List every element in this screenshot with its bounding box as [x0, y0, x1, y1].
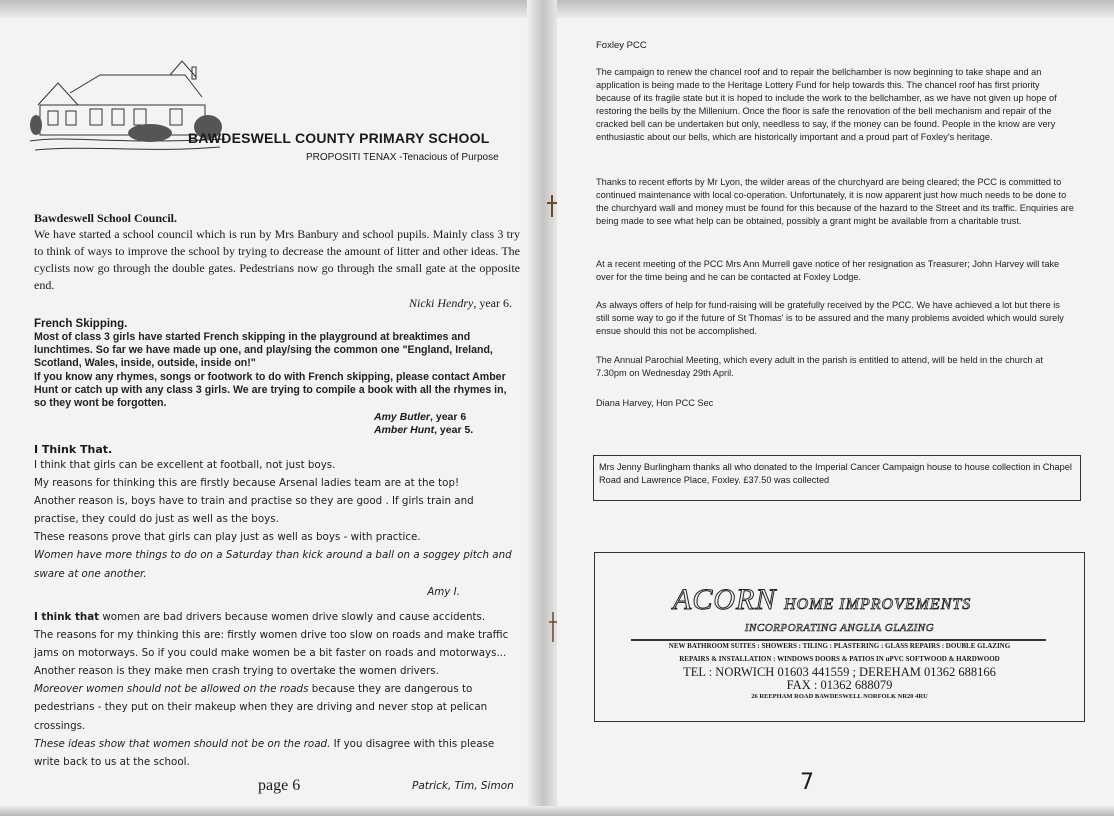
ad-company-name	[673, 583, 971, 617]
ad-installation: REPAIRS & INSTALLATION : WINDOWS DOORS & PATIOS IN uPVC SOFTWOOD & HARDWOOD	[679, 655, 1000, 663]
ad-divider	[631, 639, 1046, 641]
donation-notice	[593, 455, 1081, 501]
pcc-paragraph: At a recent meeting of the PCC Mrs Ann Murrell gave notice of her resignation as Treasurer; John Harvey will take over for the time being and he can be contacted at Foxley Lodge.	[596, 259, 1060, 283]
acorn-advertisement	[594, 552, 1085, 722]
article-title: Bawdeswell School Council.	[34, 211, 178, 225]
article-body: I think that women are bad drivers because women drive slowly and cause accidents. The reasons for my thinking this are: firstly women drive too slow on roads and make traffic jams on motorways. So if you could make women be a bit faster on roads and motorways... Another reason is they make men crash trying to overtake the women drivers. Moreover women should not be allowed on the roads because they are dangerous to pedestrians - they put on their makeup when they are driving and never stop at pelican crossings. These ideas show that women should not be on the road. If you disagree with this please write back to us at the school.	[34, 611, 509, 768]
notice-text: Mrs Jenny Burlingham thanks all who donated to the Imperial Cancer Campaign house to house collection in Chapel Road and Lawrence Place, Foxley. £37.50 was collected	[599, 462, 1072, 485]
ad-services: NEW BATHROOM SUITES : SHOWERS : TILING : PLASTERING : GLASS REPAIRS : DOUBLE GLAZING	[668, 642, 1011, 650]
school-motto: PROPOSITI TENAX -Tenacious of Purpose	[306, 152, 499, 163]
page-gutter	[527, 0, 557, 816]
binding-mark-icon	[548, 612, 558, 642]
article-body: I think that girls can be excellent at football, not just boys. My reasons for thinking this are firstly because Arsenal ladies team are at the top! Another reason is, boys have to train and practise so they are good . If girls train and practise, they could do just as well as the boys. These reasons prove that girls can play just as well as boys - with practice. Women have more things to do on a Saturday than kick around a ball on a soggey pitch and sware at one another. Amy I.	[34, 456, 520, 601]
article-signature: Nicki Hendry, year 6.	[409, 296, 512, 310]
school-name: BAWDESWELL COUNTY PRIMARY SCHOOL	[188, 130, 490, 146]
page-number: page 6	[258, 777, 301, 794]
article-signature: Amy I.	[427, 585, 460, 598]
binding-mark-icon	[545, 195, 559, 217]
scan-bottom-shadow	[0, 806, 1114, 816]
section-header: Foxley PCC	[596, 40, 647, 51]
page-number: 7	[800, 770, 814, 795]
ad-telephone: TEL : NORWICH 01603 441559 ; DEREHAM 01362 688166	[683, 665, 996, 679]
pcc-paragraph: The Annual Parochial Meeting, which every adult in the parish is entitled to attend, will be held in the church at 7.30pm on Wednesday 29th April.	[596, 355, 1043, 379]
ad-fax: FAX : 01362 688079	[786, 678, 893, 692]
article-signatures	[374, 411, 520, 437]
pcc-paragraph: The campaign to renew the chancel roof and to repair the bellchamber is now beginning to take shape and an application is being made to the Heritage Lottery Fund for help towards this. The chancel roof has first priority because of its fragile state but it is hoped to include the work to the bellchamber, as we have not given up hope of restoring the bells by the Millenium. Once the floor is safe the renovation of the bell mechanism and repair of the cracked bell can be undertaken but only, needless to say, if the money can be found. People in the know are very enthusiastic about our bells, which are historically important and a proud part of Foxley's heritage.	[596, 67, 1057, 143]
signature-line: Amy Butler, year 6	[374, 411, 467, 424]
pcc-signoff: Diana Harvey, Hon PCC Sec	[596, 398, 714, 408]
ad-name-small: HOME IMPROVEMENTS	[784, 596, 972, 613]
article-authors: Patrick, Tim, Simon	[412, 780, 514, 792]
ad-address: 26 REEPHAM ROAD BAWDESWELL NORFOLK NR20 4RU	[751, 693, 928, 700]
article-body: Most of class 3 girls have started French skipping in the playground at breaktimes and lunchtimes. So far we have made up one, and play/sing the common one "England, Ireland, Scotland, Wales, inside, outside, inside on!" If you know any rhymes, songs or footwork to do with French skipping, please contact Amber Hunt or catch up with any class 3 girls. We are trying to compile a book with all the rhymes in, so they wont be forgotten.	[34, 331, 507, 410]
signature-line: Amber Hunt, year 5.	[374, 424, 474, 437]
i-think-that-article	[34, 443, 520, 601]
article-body: We have started a school council which is run by Mrs Banbury and school pupils. Mainly class 3 try to think of ways to improve the school by trying to decrease the amount of litter and other ideas. The cyclists now go through the double gates. Pedestrians now go through the small gate at the opposite end.	[34, 227, 520, 292]
article-title: French Skipping.	[34, 318, 128, 330]
pcc-paragraph: As always offers of help for fund-raising will be gratefully received by the PCC. We have achieved a lot but there is still some way to go if the future of St Thomas' is to be assured and the many problems avoided which would surely ensue should this not be accomplished.	[596, 300, 1064, 337]
ad-subtitle: INCORPORATING ANGLIA GLAZING	[744, 622, 935, 634]
ad-name-big: ACORN	[673, 583, 777, 616]
pcc-paragraph: Thanks to recent efforts by Mr Lyon, the wilder areas of the churchyard are being cleared; the PCC is committed to continued maintenance with local co-operation. Unfortunately, it is now apparent just how much needs to be done to the churchyard wall and money must be found for this because of the hazard to the Street and its traffic. Enquiries are being made to see what help can be obtained, possibly a grant might be available from a charitable trust.	[596, 177, 1074, 227]
article-title: I Think That.	[34, 443, 113, 456]
school-council-article	[34, 211, 520, 311]
women-drivers-article	[34, 608, 520, 771]
french-skipping-article	[34, 318, 520, 437]
